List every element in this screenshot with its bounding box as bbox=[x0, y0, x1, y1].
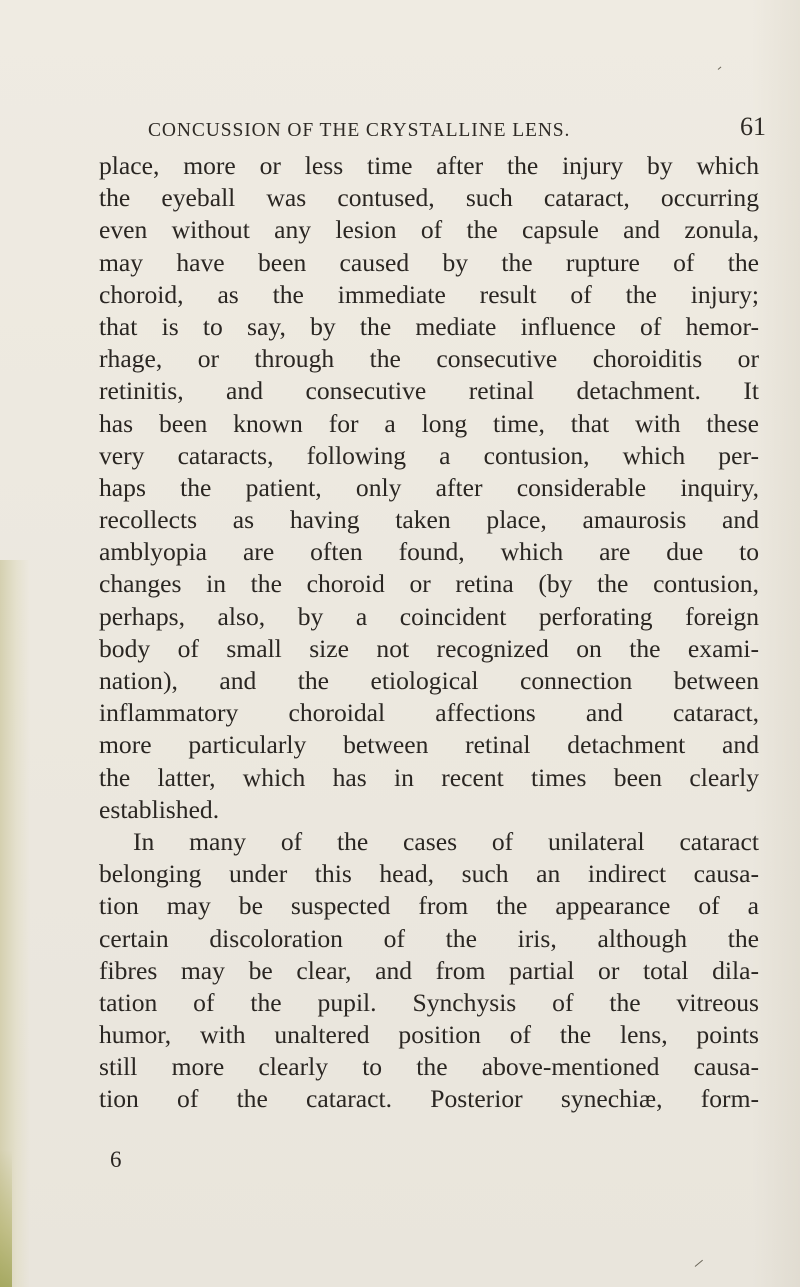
text-line: body of small size not recognized on the exami- bbox=[99, 633, 759, 663]
ink-speck bbox=[718, 67, 722, 70]
text-line: amblyopia are often found, which are due to bbox=[99, 537, 759, 567]
text-line: may have been caused by the rupture of the bbox=[99, 247, 759, 277]
text-line: has been known for a long time, that with these bbox=[99, 408, 759, 438]
text-line: certain discoloration of the iris, although the bbox=[99, 923, 759, 953]
ink-speck bbox=[695, 1260, 703, 1267]
text-line: perhaps, also, by a coincident perforating foreign bbox=[99, 601, 759, 631]
text-line: rhage, or through the consecutive choroiditis or bbox=[99, 344, 759, 374]
text-line: place, more or less time after the injury by which bbox=[99, 151, 759, 180]
text-line: more particularly between retinal detachment and bbox=[99, 730, 759, 760]
text-line: inflammatory choroidal affections and cataract, bbox=[99, 698, 759, 728]
text-line: haps the patient, only after considerable inquiry, bbox=[99, 472, 759, 502]
text-line: recollects as having taken place, amaurosis and bbox=[99, 505, 759, 535]
text-line: changes in the choroid or retina (by the contusion, bbox=[99, 569, 759, 599]
text-line: humor, with unaltered position of the lens, points bbox=[99, 1020, 759, 1050]
text-line: tion of the cataract. Posterior synechiæ, form- bbox=[99, 1084, 759, 1114]
signature-mark: 6 bbox=[110, 1147, 122, 1172]
text-line: the eyeball was contused, such cataract, occurring bbox=[99, 183, 759, 213]
running-header bbox=[148, 112, 766, 146]
page-corner-stain bbox=[0, 1150, 12, 1287]
text-line: retinitis, and consecutive retinal detachment. It bbox=[99, 376, 759, 406]
text-line: choroid, as the immediate result of the injury; bbox=[99, 279, 759, 309]
running-title: CONCUSSION OF THE CRYSTALLINE LENS. bbox=[148, 120, 571, 141]
paragraph-end-line: established. bbox=[99, 794, 220, 824]
text-line: still more clearly to the above-mentioned causa- bbox=[99, 1052, 759, 1082]
text-line: belonging under this head, such an indirect causa- bbox=[99, 859, 759, 889]
text-line: very cataracts, following a contusion, which per- bbox=[99, 440, 759, 470]
text-line: tation of the pupil. Synchysis of the vitreous bbox=[99, 987, 759, 1017]
text-line: even without any lesion of the capsule and zonula, bbox=[99, 215, 759, 245]
text-line: tion may be suspected from the appearance of a bbox=[99, 891, 759, 921]
body-text bbox=[99, 150, 759, 1116]
paragraph-start-line: In many of the cases of unilateral cataract bbox=[133, 826, 759, 856]
page-number: 61 bbox=[740, 112, 766, 141]
text-line: the latter, which has in recent times been clearly bbox=[99, 762, 759, 792]
text-line: nation), and the etiological connection between bbox=[99, 666, 759, 695]
text-line: fibres may be clear, and from partial or total dila- bbox=[99, 955, 759, 985]
text-line: that is to say, by the mediate influence of hemor- bbox=[99, 311, 759, 341]
